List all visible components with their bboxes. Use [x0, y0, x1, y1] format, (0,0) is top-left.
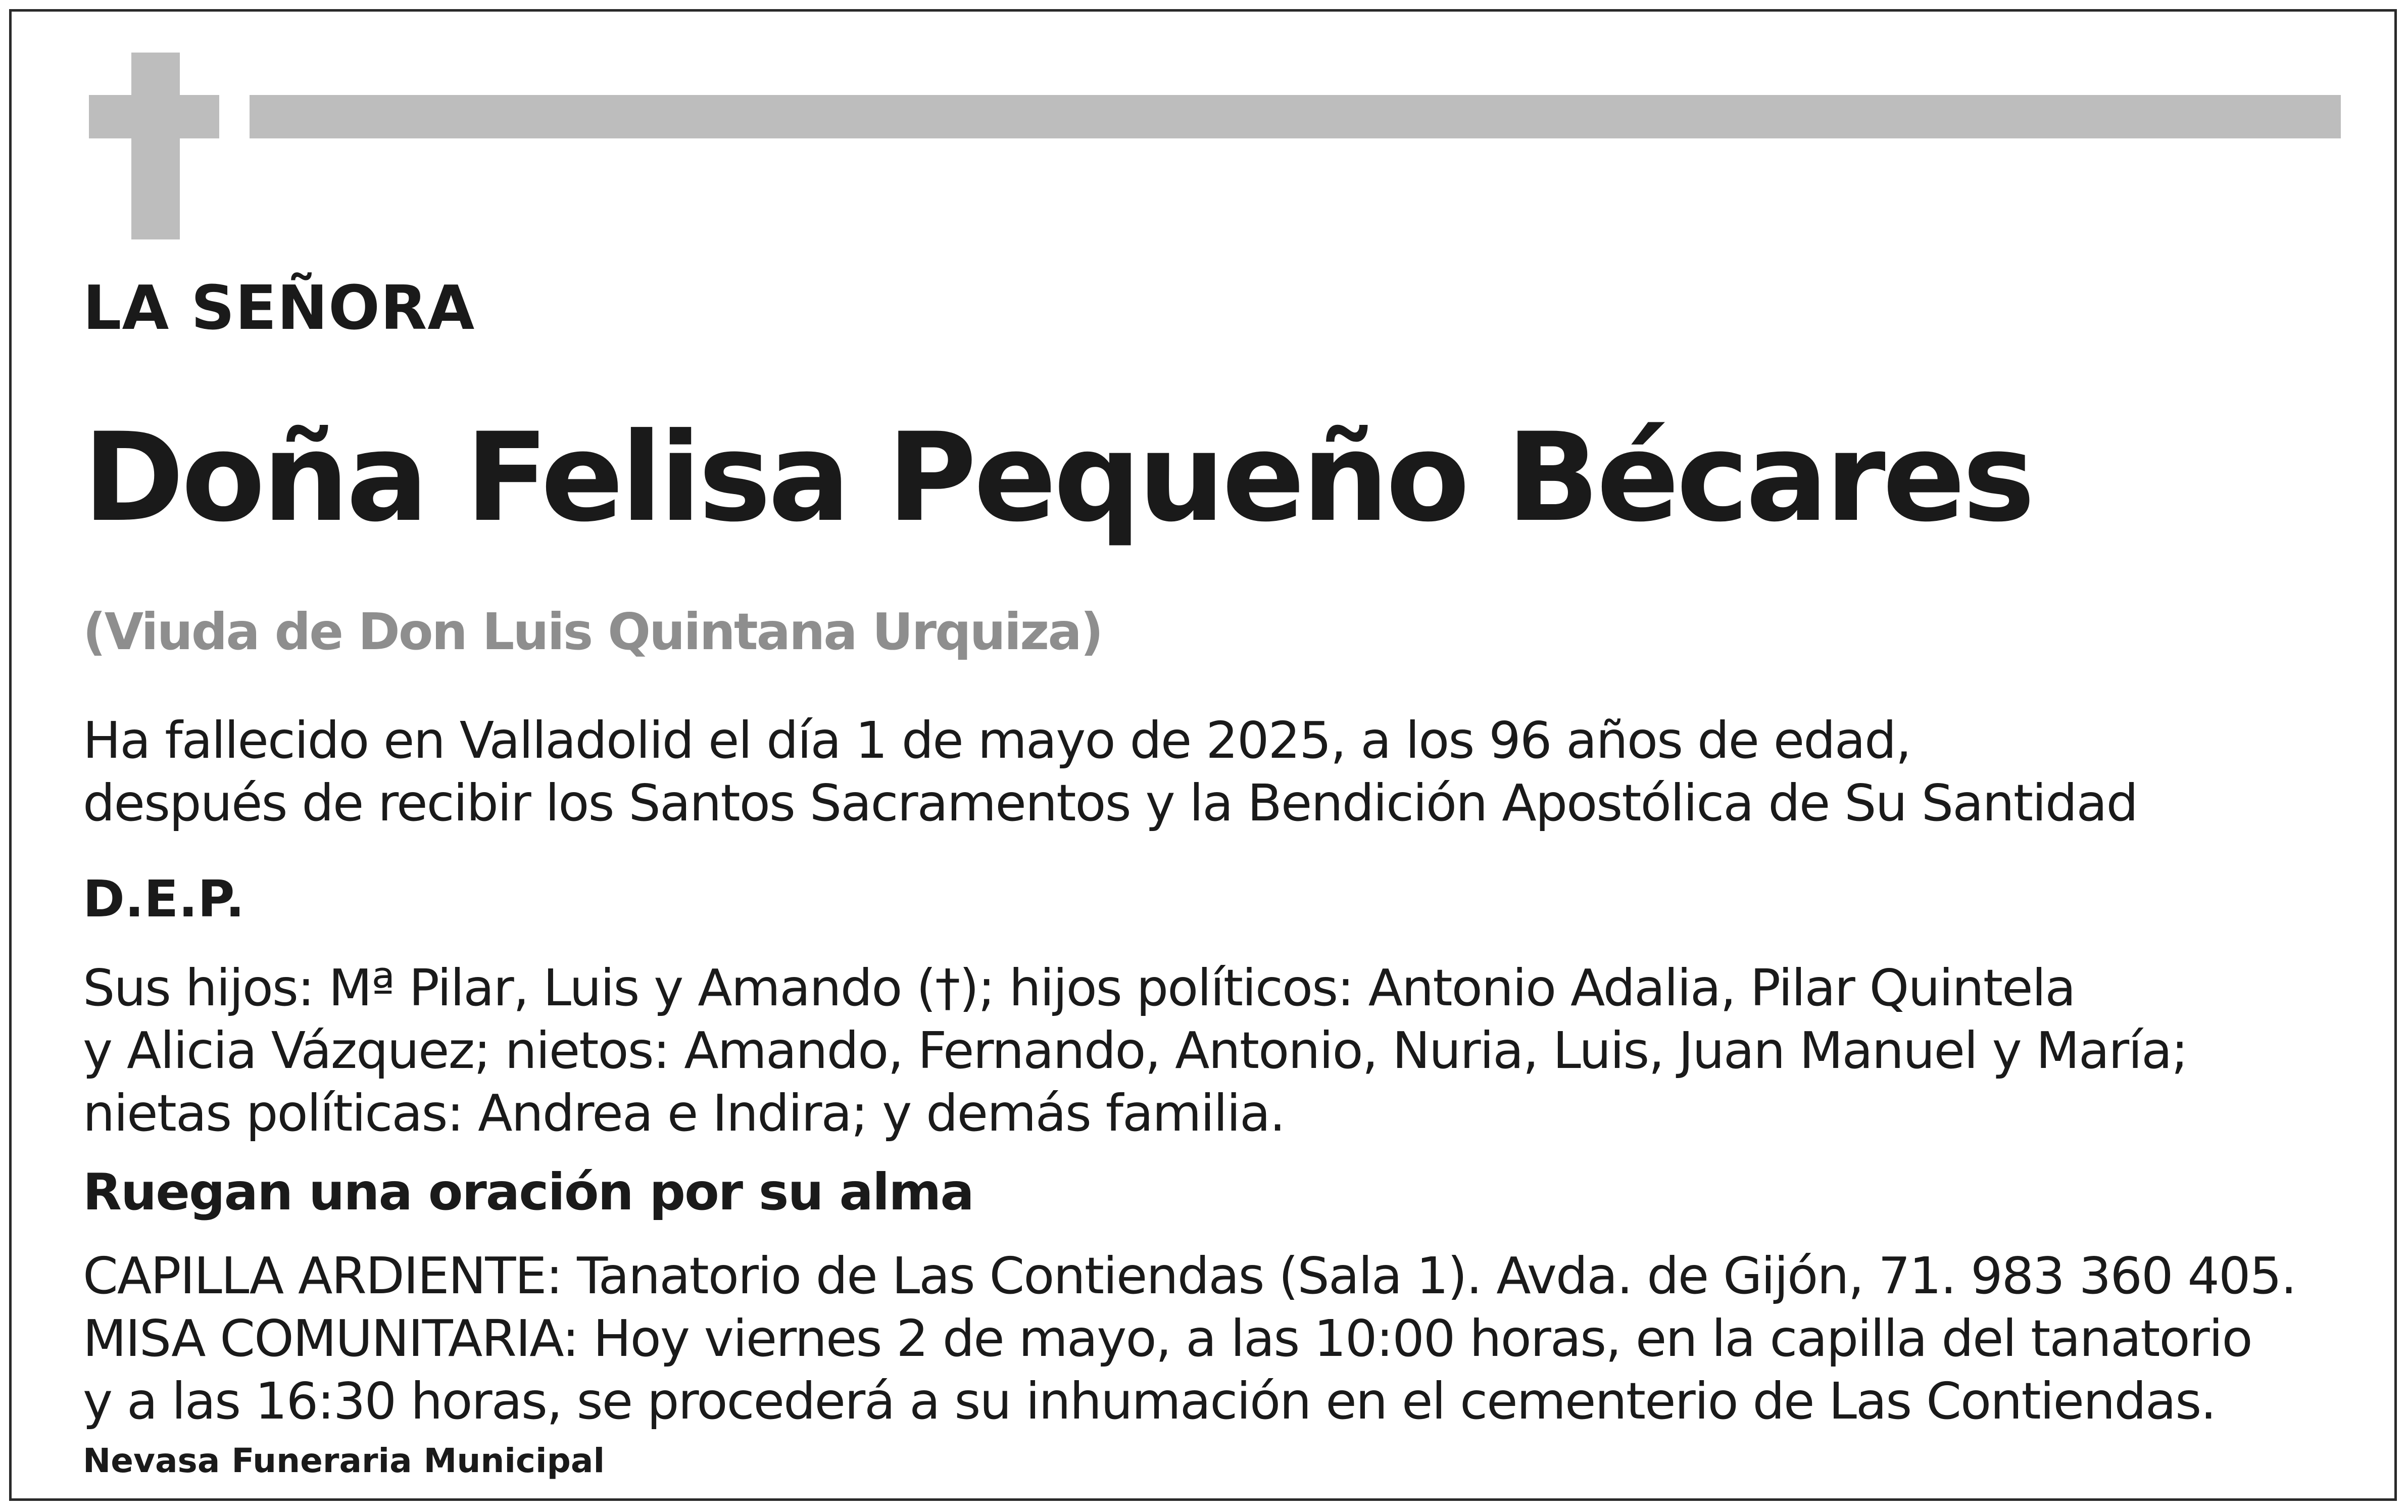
widow-subtitle: (Viuda de Don Luis Quintana Urquiza) — [83, 602, 1102, 661]
cross-icon — [131, 53, 180, 239]
deceased-name: Doña Felisa Pequeño Bécares — [83, 407, 2032, 549]
cross-icon-arm — [89, 95, 219, 138]
header-rule — [250, 95, 2341, 138]
family-line: y Alicia Vázquez; nietos: Amando, Fernando, Antonio, Nuria, Luis, Juan Manuel y María; — [83, 1021, 2188, 1080]
funeral-home-name: Nevasa Funeraria Municipal — [83, 1441, 605, 1480]
death-announcement-line: después de recibir los Santos Sacramentos y la Bendición Apostólica de Su Santidad — [83, 773, 2138, 833]
prayer-request: Ruegan una oración por su alma — [83, 1162, 973, 1222]
family-line: Sus hijos: Mª Pilar, Luis y Amando (†); hijos políticos: Antonio Adalia, Pilar Quintela — [83, 958, 2075, 1017]
service-details-line: CAPILLA ARDIENTE: Tanatorio de Las Contiendas (Sala 1). Avda. de Gijón, 71. 983 360 405. — [83, 1246, 2296, 1305]
death-announcement-line: Ha fallecido en Valladolid el día 1 de mayo de 2025, a los 96 años de edad, — [83, 711, 1911, 770]
service-details-line: MISA COMUNITARIA: Hoy viernes 2 de mayo, a las 10:00 horas, en la capilla del tanatorio — [83, 1309, 2252, 1368]
honorific-heading: LA SEÑORA — [83, 273, 475, 344]
family-line: nietas políticas: Andrea e Indira; y demás familia. — [83, 1084, 1285, 1143]
dep-label: D.E.P. — [83, 869, 245, 929]
service-details-line: y a las 16:30 horas, se procederá a su inhumación en el cementerio de Las Contiendas. — [83, 1372, 2216, 1431]
